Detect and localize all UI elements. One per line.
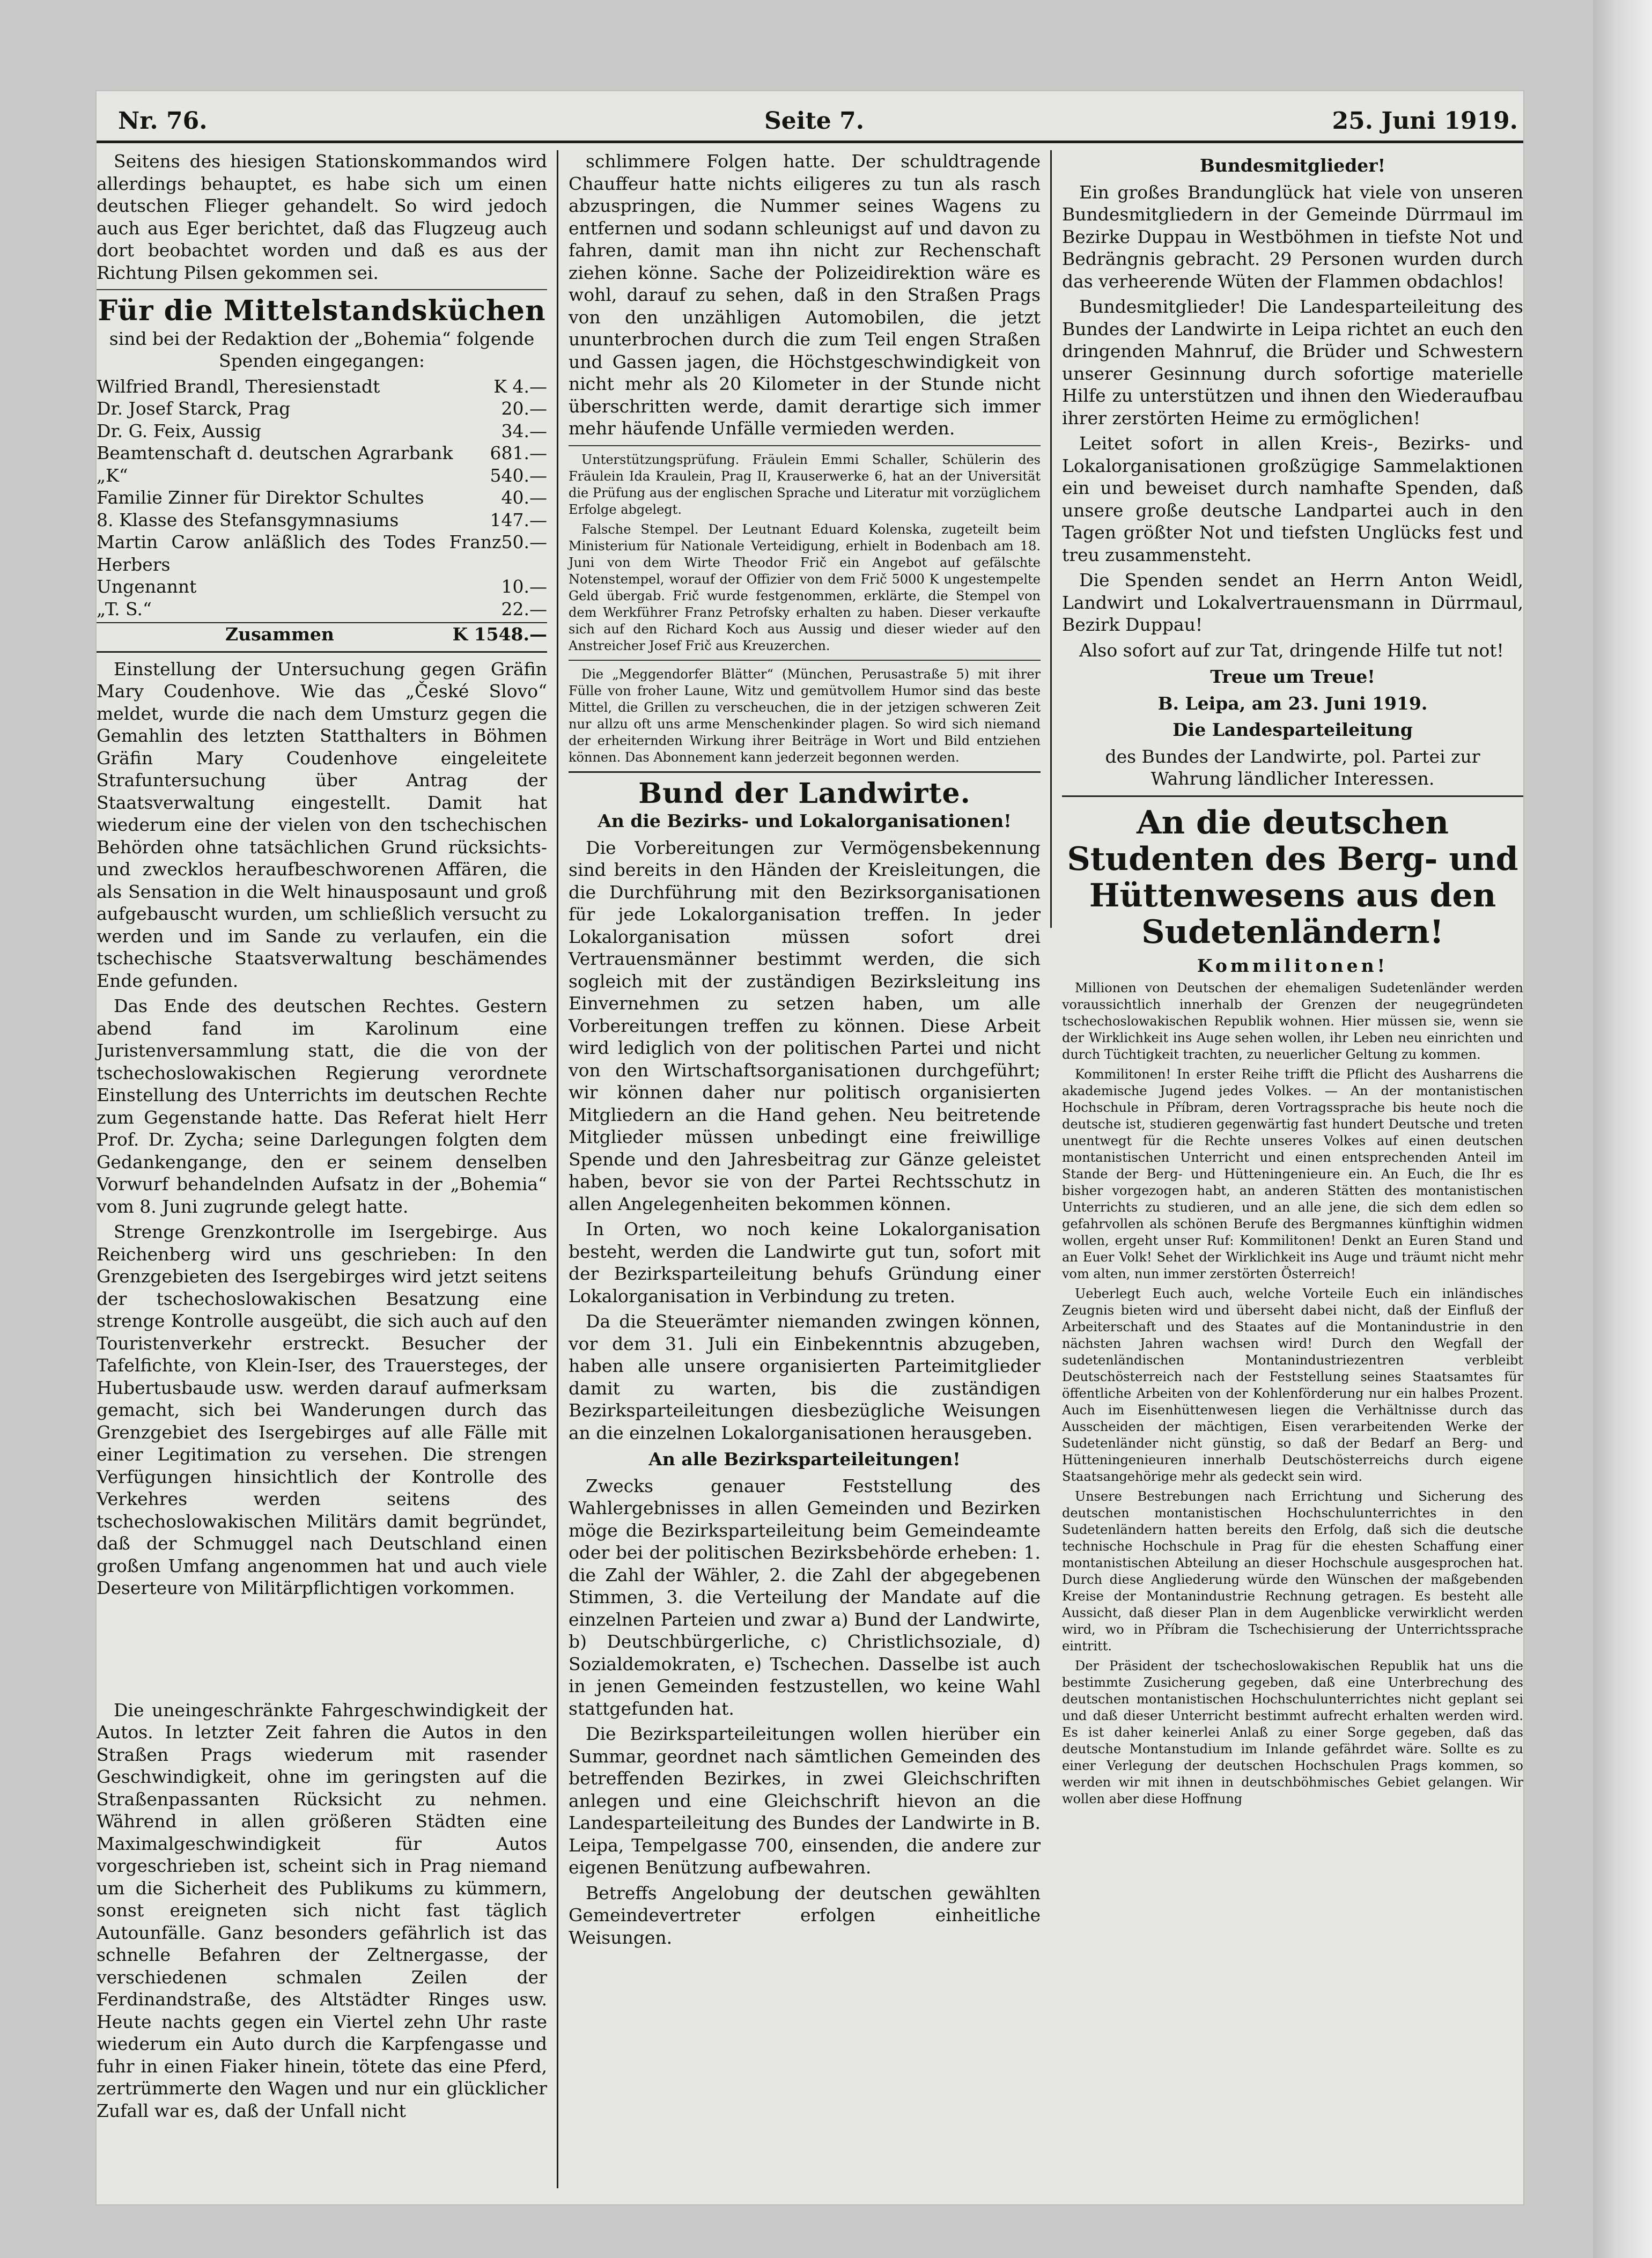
donations-total: Zusammen K 1548.— (97, 622, 547, 646)
donation-row: Familie Zinner für Direktor Schultes 40.— (97, 487, 547, 508)
article-autos: Die uneingeschränkte Fahrgeschwindigkeit der Autos. In letzter Zeit fahren die Autos in den Straßen Prags wiederum mit rasender Geschwindigkeit, ohne im geringsten auf die Straßenpassanten Rücksicht zu nehmen. Während in allen größeren Städten eine Maximalgeschwindigkeit für Autos vorgeschrieben ist, scheint sich in Prag niemand um die Sicherheit des Publikums zu kümmern, sonst ereigneten sich nicht fast täglich Autounfälle. Ganz besonders gefährlich ist das schnelle Befahren der Zeltnergasse, der verschiedenen schmalen Zeilen der Ferdinandstraße, des Altstädter Ringes usw. Heute nachts gegen ein Viertel zehn Uhr raste wiederum ein Auto durch die Karpfengasse und fuhr in einen Fiaker hinein, tötete das eine Pferd, zertrümmerte den Wagen und nur ein glücklicher Zufall war es, daß der Unfall nicht (97, 1699, 547, 2121)
column-1 (97, 150, 547, 2125)
column-2 (569, 150, 1041, 1952)
newspaper-page (97, 91, 1523, 2204)
issue-number: Nr. 76. (118, 107, 208, 135)
students-p5: Der Präsident der tschechoslowakischen Republik hat uns die bestimmte Zusicherung gegeben, daß eine Unterbrechung des deutschen montanistischen Hochschulunterrichtes nicht geplant sei und daß dieser Unterricht bestimmt aufrecht erhalten werden wird. Es ist daher keinerlei Anlaß zu einer Sorge gegeben, daß das deutsche Montanstudium im Inlande gefährdet wäre. Sollte es zu einer Verlegung der deutschen Hochschulen Prags kommen, so werden wir mit ihnen in deutschböhmisches Gebiet gelangen. Wir wollen aber diese Hoffnung (1062, 1658, 1523, 1806)
donations-title: Für die Mittelstandsküchen (98, 294, 546, 327)
bund-p5: Die Bezirksparteileitungen wollen hierüber ein Summar, geordnet nach sämtlichen Gemeinden des betreffenden Bezirkes, in zwei Gleichschriften anlegen und eine Gleichschrift hievon an die Landesparteileitung des Bundes der Landwirte in B. Leipa, Tempelgasse 700, einsenden, die andere zur eigenen Benützung aufbewahren. (569, 1723, 1041, 1878)
appeal-p1: Ein großes Brandunglück hat viele von unseren Bundesmitgliedern in der Gemeinde Dürrmaul im Bezirke Duppau in Westböhmen in tiefste Not und Bedrängnis gebracht. 29 Personen wurden durch das verheerende Wüten der Flammen obdachlos! (1062, 181, 1523, 292)
appeal-p5: Also sofort auf zur Tat, dringende Hilfe tut not! (1079, 639, 1504, 661)
subhead-parteileitungen: An alle Bezirksparteileitungen! (648, 1449, 961, 1470)
donation-row: Ungenannt 10.— (97, 576, 547, 597)
students-p2: Kommilitonen! In erster Reihe trifft die Pflicht des Ausharrens die akademische Jugend jedes Volkes. — An der montanistischen Hochschule in Příbram, deren Vortragssprache bis heute noch die deutsche ist, studieren gegenwärtig fast hundert Deutsche und treten unentwegt für die Rechte unseres Volkes auf einen deutschen montanistischen Unterricht und einen entsprechenden Anteil im Stande der Berg- und Hütteningenieure ein. An Euch, die Ihr es bisher vorgezogen habt, an anderen Stätten des montanistischen Unterrichts zu studieren, und an alle jene, die sich dem edlen so gefahrvollen als schönen Berufe des Bergmannes künftighin widmen wollen, ergeht unser Ruf: Kommilitonen! Denkt an Euren Stand und an Euer Volk! Sehet der Wirklichkeit ins Auge und träumt nicht mehr vom alten, nun immer zerstörten Österreich! (1062, 1067, 1523, 1281)
notice-stempel: Falsche Stempel. Der Leutnant Eduard Kolenska, zugeteilt beim Ministerium für Nationale Verteidigung, erhielt in Bodenbach am 18. Juni von dem Wirte Theodor Frič ein Angebot auf gefälschte Notenstempel, worauf der Offizier von dem Frič 5000 K ungestempelte Geld übergab. Frič wurde festgenommen, erklärte, die Stempel von dem Werkführer Franz Petrofsky erhalten zu haben. Dieser verkaufte sich auf den Richard Koch aus Aussig und dieser wieder auf den Anstreicher Josef Frič aus Kreuzerchen. (569, 521, 1041, 653)
students-p1: Millionen von Deutschen der ehemaligen Sudetenländer werden voraussichtlich innerhalb der Grenzen der neugegründeten tschechoslowakischen Republik wohnen. Hier müssen sie, wenn sie der Wirklichkeit ins Auge sehen wollen, ihr Leben neu einrichten und durch Tüchtigkeit trachten, zu neuerlicher Geltung zu kommen. (1062, 980, 1523, 1062)
divider (569, 660, 1041, 661)
page-number: Seite 7. (764, 107, 865, 135)
small-notices (569, 452, 1041, 766)
appeal-signature-org: des Bundes der Landwirte, pol. Partei zur Wahrung ländlicher Interessen. (1105, 746, 1480, 789)
donation-row: Wilfried Brandl, Theresienstadt K 4.— (97, 375, 547, 397)
bund-p1: Die Vorbereitungen zur Vermögensbekennung sind bereits in den Händen der Kreisleitungen, die die Durchführung mit den Bezirksorganisationen für jede Lokalorganisation treffen. In jeder Lokalorganisation müssen sofort drei Vertrauensmänner bestimmt werden, die sich sogleich mit der zuständigen Bezirksleitung ins Einvernehmen zu setzen haben, um alle Vorbereitungen treffen zu können. Diese Arbeit wird lediglich von der politischen Partei und nicht von den Wirtschaftsorganisationen durchgeführt; wir können daher nur politisch organisierten Mitgliedern an die Hand gehen. Neu beitretende Mitglieder müssen unbedingt eine freiwillige Spende und den Jahresbeitrag zur Gänze geleistet haben, bevor sie von der Partei Rechtsschutz in allen Angelegenheiten bekommen können. (569, 837, 1041, 1214)
donation-row: „T. S.“ 22.— (97, 598, 547, 619)
divider (97, 651, 547, 653)
divider (97, 289, 547, 290)
bund-p6: Betreffs Angelobung der deutschen gewählten Gemeindevertreter erfolgen einheitliche Weisungen. (569, 1882, 1041, 1948)
bund-p3: Da die Steuerämter niemanden zwingen können, vor dem 31. Juli ein Einbekenntnis abzugeben, haben alle unsere organisierten Parteimitglieder damit zu warten, bis die zuständigen Bezirksparteileitungen diesbezügliche Weisungen an die einzelnen Lokalorganisationen herausgeben. (569, 1311, 1041, 1443)
column-rule-1 (557, 150, 558, 2188)
donations-intro: sind bei der Redaktion der „Bohemia“ folgende Spenden eingegangen: (109, 328, 535, 371)
blank-space (97, 1603, 547, 1699)
column-3 (1062, 150, 1523, 1811)
donations-list (97, 375, 547, 646)
donation-row: Dr. G. Feix, Aussig 34.— (97, 420, 547, 441)
donation-row: Dr. Josef Starck, Prag 20.— (97, 398, 547, 419)
donation-row: „K“ 540.— (97, 464, 547, 486)
students-p4: Unsere Bestrebungen nach Errichtung und Sicherung des deutschen montanistischen Hochschulunterrichtes in den Sudetenländern hatten bereits den Erfolg, daß sich die deutsche technische Hochschule in Prag für die ehesten Schaffung einer montanistischen Abteilung an dieser Hochschule ausgesprochen hat. Durch diese Angliederung würde den Wünschen der maßgebenden Kreise der Montanindustrie Rechnung getragen. Es besteht alle Aussicht, daß dieser Plan in dem Augenblicke verwirklicht werden wird, wo in Příbram die Tschechisierung der Unterrichtssprache eintritt. (1062, 1489, 1523, 1654)
donation-row: 8. Klasse des Stefansgymnasiums 147.— (97, 509, 547, 530)
appeal-p3: Leitet sofort in allen Kreis-, Bezirks- und Lokalorganisationen großzügige Sammelaktionen ein und beweiset durch namhafte Spenden, daß unsere große deutsche Landpartei auch in den Tagen größter Not und tiefsten Unglücks fest und treu zusammensteht. (1062, 433, 1523, 565)
issue-date: 25. Juni 1919. (1332, 107, 1518, 135)
students-salutation: Kommilitonen! (1197, 955, 1389, 976)
appeal-p2: Bundesmitglieder! Die Landesparteileitung des Bundes der Landwirte in Leipa richtet an euch den dringenden Mahnruf, die Brüder und Schwestern unserer Gesinnung durch sofortige materielle Hilfe zu unterstützen und ihnen den Wiederaufbau ihrer zerstörten Heime zu ermöglichen! (1062, 296, 1523, 429)
article-deutsches-recht: Das Ende des deutschen Rechtes. Gestern abend fand im Karolinum eine Juristenversammlung statt, die die von der tschechoslowakischen Regierung verordnete Einstellung des Unterrichts im deutschen Rechte zum Gegenstande hatte. Das Referat hielt Herr Prof. Dr. Zycha; seine Darlegungen folgten dem Gedankengange, den er seinem denselben Vorwurf behandelnden Aufsatz in der „Bohemia“ vom 8. Juni zugrunde gelegt hatte. (97, 995, 547, 1217)
column-rule-2 (1050, 150, 1052, 928)
page-header (97, 107, 1523, 145)
section-title-bund: Bund der Landwirte. (638, 777, 971, 810)
donation-row: Beamtenschaft d. deutschen Agrarbank 681.— (97, 442, 547, 463)
scan-edge (1593, 0, 1652, 2258)
header-rule (97, 141, 1523, 143)
bund-p2: In Orten, wo noch keine Lokalorganisation besteht, werden die Landwirte gut tun, sofort mit der Bezirksparteileitung behufs Gründung einer Lokalorganisation in Verbindung zu treten. (569, 1219, 1041, 1307)
article-grenzkontrolle: Strenge Grenzkontrolle im Isergebirge. Aus Reichenberg wird uns geschrieben: In den Grenzgebieten des Isergebirges wird jetzt seitens der tschechoslowakischen Besatzung eine strenge Kontrolle ausgeübt, die sich auch auf den Touristenverkehr erstreckt. Besucher der Tafelfichte, von Klein-Iser, des Trauersteges, der Hubertusbaude usw. werden darauf aufmerksam gemacht, sich bei Wanderungen durch das Grenzgebiet des Isergebirges auf alle Fälle mit einer Legitimation zu versehen. Die strengen Verfügungen hinsichtlich der Kontrolle des Verkehres werden seitens des tschechoslowakischen Militärs damit begründet, daß der Schmuggel nach Deutschland einen großen Umfang angenommen hat und auch viele Deserteure von Militärpflichtigen vorkommen. (97, 1221, 547, 1598)
notice-pruefung: Unterstützungsprüfung. Fräulein Emmi Schaller, Schülerin des Fräulein Ida Kraulein, Prag II, Krauserwerke 6, hat an der Universität die Prüfung aus der englischen Sprache und Literatur mit vorzüglichem Erfolge abgelegt. (569, 452, 1041, 517)
article-coudenhove: Einstellung der Untersuchung gegen Gräfin Mary Coudenhove. Wie das „České Slovo“ meldet, wurde die nach dem Umsturz gegen die Gemahlin des letzten Statthalters in Böhmen Gräfin Mary Coudenhove eingeleitete Strafuntersuchung über Antrag der Staatsverwaltung eingestellt. Damit hat wiederum eine der vielen von den tschechischen Behörden ohne tatsächlichen Grund rücksichts- und zwecklos heraufbeschworenen Affären, die als Sensation in die Welt hinausposaunt und groß aufgebauscht wurden, um schließlich versucht zu werden und im Sande zu verlaufen, ein die tschechische Staatsverwaltung beschämendes Ende gefunden. (97, 658, 547, 991)
students-p3: Ueberlegt Euch auch, welche Vorteile Euch ein inländisches Zeugnis bieten wird und überseht dabei nicht, daß der Einfluß der Arbeiterschaft und des Staates auf die Montanindustrie in den nächsten Jahren wachsen wird! Durch den Wegfall der sudetenländischen Montanindustriezentren verbleibt Deutschösterreich nach der Feststellung seines Staatsamtes für öffentliche Arbeiten von der Kohlenförderung nur ein halbes Prozent. Auch im Eisenhüttenwesen liegen die Verhältnisse durch das Ausscheiden der mächtigen, Eisen verarbeitenden Werke der Sudetenländer nicht günstig, so daß der Bedarf an Berg- und Hütteningenieuren innerhalb Deutschösterreichs durch eigene Staatsangehörige mehr als gedeckt sein wird. (1062, 1286, 1523, 1484)
appeal-motto: Treue um Treue! (1210, 666, 1375, 687)
appeal-place-date: B. Leipa, am 23. Juni 1919. (1157, 692, 1428, 714)
bund-p4: Zwecks genauer Feststellung des Wahlergebnisses in allen Gemeinden und Bezirken möge die Bezirksparteileitung beim Gemeindeamte oder bei der politischen Bezirksbehörde erheben: 1. die Zahl der Wähler, 2. die Zahl der abgegebenen Stimmen, 3. die Verteilung der Mandate auf die einzelnen Parteien und zwar a) Bund der Landwirte, b) Deutschbürgerliche, c) Christlichsoziale, d) Sozialdemokraten, e) Tschechen. Dasselbe ist auch in jenen Gemeinden festzustellen, wo keine Wahl stattgefunden hat. (569, 1475, 1041, 1719)
article-autos-continued: schlimmere Folgen hatte. Der schuldtragende Chauffeur hatte nichts eiligeres zu tun als rasch abzuspringen, die Nummer seines Wagens zu entfernen und sodann schleunigst auf und davon zu fahren, damit man ihn nicht zur Rechenschaft ziehen könne. Sache der Polizeidirektion wäre es wohl, darauf zu sehen, daß in den Straßen Prags von den unzähligen Automobilen, die jetzt ununterbrochen durch die zum Teil engen Straßen und Gassen jagen, die Höchstgeschwindigkeit von nicht mehr als 20 Kilometer in der Stunde nicht überschritten werde, damit derartige sich immer mehr häufende Unfälle vermieden werden. (569, 151, 1041, 439)
divider (569, 771, 1041, 773)
flight-report: Seitens des hiesigen Stationskommandos wird allerdings behauptet, es habe sich um einen deutschen Flieger gehandelt. So wird jedoch auch aus Eger berichtet, daß das Flugzeug auch dort beobachtet worden und daß es aus der Richtung Pilsen gekommen sei. (97, 151, 547, 283)
notice-meggendorfer: Die „Meggendorfer Blätter“ (München, Perusastraße 5) mit ihrer Fülle von froher Laune, Witz und gemütvollem Humor sind das beste Mittel, die Grillen zu verscheuchen, die in der jetzigen schweren Zeit nur allzu oft uns arme Menschenkinder plagen. So wird sich niemand der erheiternden Wirkung ihrer Beiträge in Wort und Bild entziehen können. Das Abonnement kann jederzeit begonnen werden. (569, 666, 1041, 765)
appeal-p4: Die Spenden sendet an Herrn Anton Weidl, Landwirt und Lokalvertrauensmann in Dürrmaul, Bezirk Duppau! (1062, 570, 1523, 635)
students-text (1062, 980, 1523, 1807)
appeal-signature: Die Landesparteileitung (1172, 719, 1413, 740)
subhead-organisationen: An die Bezirks- und Lokalorganisationen! (598, 810, 1012, 831)
students-title: An die deutschen Studenten des Berg- und Hüttenwesens aus den Sudetenländern! (1067, 803, 1518, 951)
divider (1062, 795, 1523, 797)
appeal-title: Bundesmitglieder! (1199, 155, 1386, 176)
divider (569, 445, 1041, 446)
donation-row: Martin Carow anläßlich des Todes Franz Herbers 50.— (97, 532, 547, 575)
